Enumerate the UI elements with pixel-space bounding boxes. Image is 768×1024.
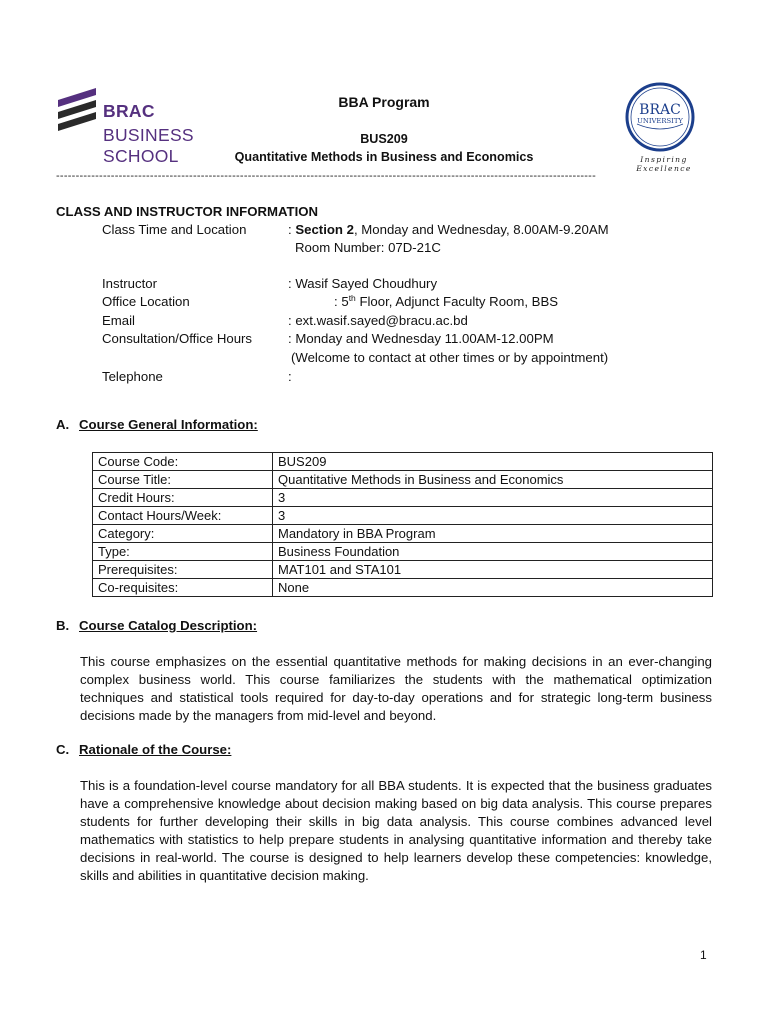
class-time-schedule: , Monday and Wednesday, 8.00AM-9.20AM [353, 222, 609, 237]
label-instructor: Instructor [102, 276, 157, 291]
table-key: Contact Hours/Week: [93, 507, 273, 525]
value-office-hours: : Monday and Wednesday 11.00AM-12.00PM [288, 331, 554, 346]
logo-word-brac: BRAC [103, 101, 155, 121]
logo-word-business: BUSINESS [103, 125, 194, 145]
value-room-number: Room Number: 07D-21C [295, 240, 441, 255]
table-row [93, 471, 713, 489]
office-sep: : [334, 294, 338, 309]
table-row [93, 579, 713, 597]
table-row [93, 525, 713, 543]
brac-university-logo [612, 82, 716, 173]
table-value: 3 [273, 507, 713, 525]
value-office-hours-note: (Welcome to contact at other times or by appointment) [291, 350, 609, 365]
section-number: Section 2 [295, 222, 354, 237]
value-office-location [334, 293, 558, 311]
program-title: BBA Program [338, 94, 430, 110]
table-value: None [273, 579, 713, 597]
section-b-letter: B. [56, 618, 70, 633]
label-email: Email [102, 313, 135, 328]
table-row [93, 507, 713, 525]
section-b-title: Course Catalog Description: [79, 618, 258, 633]
table-value: Mandatory in BBA Program [273, 525, 713, 543]
section-c-title: Rationale of the Course: [79, 742, 232, 757]
table-key: Course Code: [93, 453, 273, 471]
course-info-table [92, 452, 713, 597]
page-number: 1 [700, 948, 707, 962]
course-title-heading: Quantitative Methods in Business and Economics [234, 150, 534, 164]
header-divider: ------------------------------------------------------------------------------------------------------------------------------------------ [56, 170, 597, 182]
catalog-description: This course emphasizes on the essential quantitative methods for making decisions in an ever-changing complex business world. This course familiarizes the students with the mathematical optimization techniques and statistical tools required for day-to-day operations and for strategic long-term business decisions made by the managers from mid-level and beyond. [80, 654, 712, 723]
label-office-hours: Consultation/Office Hours [102, 331, 253, 346]
value-class-time [288, 221, 609, 239]
university-seal-icon [625, 82, 695, 152]
course-rationale: This is a foundation-level course mandatory for all BBA students. It is expected that the business graduates have a comprehensive knowledge about decision making based on big data analysis. This course prepares students for further developing their skills in big data analysis. This course combines advanced level mathematics with statistics to help prepare students in analysing quantitative information and thereby take decisions in real-world. The course is designed to help learners develop these competencies: knowledge, skills and abilities in quantitative decision making. [80, 778, 712, 883]
table-key: Prerequisites: [93, 561, 273, 579]
table-row [93, 489, 713, 507]
tagline: Inspiring Excellence [636, 155, 692, 173]
table-value: 3 [273, 489, 713, 507]
table-value: Business Foundation [273, 543, 713, 561]
value-email: : ext.wasif.sayed@bracu.ac.bd [288, 313, 468, 328]
table-key: Co-requisites: [93, 579, 273, 597]
value-instructor: : Wasif Sayed Choudhury [288, 276, 438, 291]
table-key: Category: [93, 525, 273, 543]
value-telephone: : [288, 369, 292, 384]
class-time-sep: : [288, 222, 292, 237]
table-row [93, 453, 713, 471]
table-key: Type: [93, 543, 273, 561]
table-value: Quantitative Methods in Business and Economics [273, 471, 713, 489]
seal-brac-text: BRAC [639, 102, 681, 118]
office-room: Floor, Adjunct Faculty Room, BBS [355, 294, 559, 309]
table-key: Credit Hours: [93, 489, 273, 507]
table-key: Course Title: [93, 471, 273, 489]
floor-number: 5 [341, 294, 349, 309]
section-a-letter: A. [56, 417, 70, 432]
section-a-title: Course General Information: [79, 417, 258, 432]
label-office-location: Office Location [102, 294, 190, 309]
course-code-heading: BUS209 [360, 132, 408, 146]
table-row [93, 561, 713, 579]
floor-suffix: th [348, 293, 356, 303]
table-value: BUS209 [273, 453, 713, 471]
class-info-heading: CLASS AND INSTRUCTOR INFORMATION [56, 204, 319, 219]
table-row [93, 543, 713, 561]
seal-university-text: UNIVERSITY [637, 117, 683, 125]
table-value: MAT101 and STA101 [273, 561, 713, 579]
section-c-letter: C. [56, 742, 70, 757]
label-class-time: Class Time and Location [102, 222, 247, 237]
logo-word-school: SCHOOL [103, 146, 179, 166]
label-telephone: Telephone [102, 369, 163, 384]
